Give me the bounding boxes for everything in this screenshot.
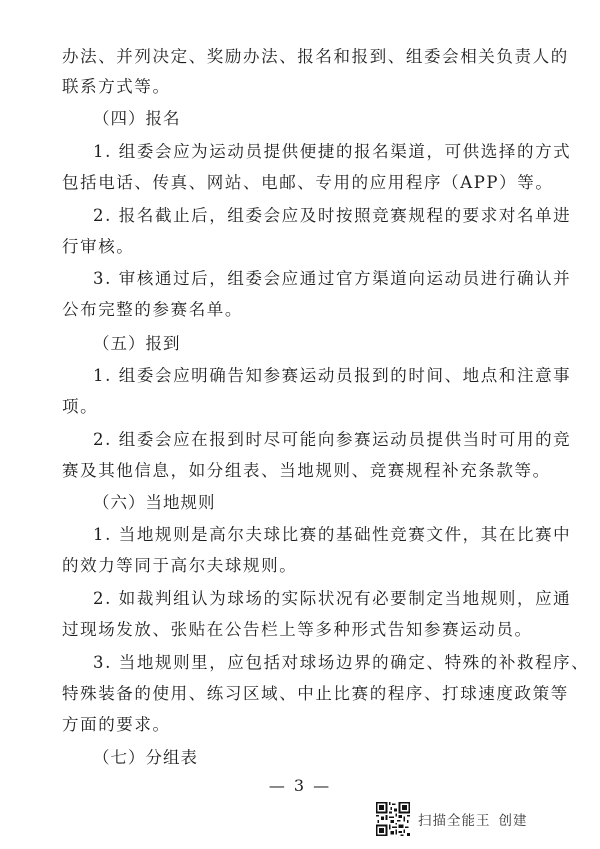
text-line: 2. 组委会应在报到时尽可能向参赛运动员提供当时可用的竞 (93, 430, 572, 449)
text-line: 2. 报名截止后，组委会应及时按照竞赛规程的要求对名单进 (93, 206, 572, 225)
text-line: 方面的要求。 (62, 715, 171, 734)
watermark-app-name: 扫描全能王 (418, 813, 491, 829)
text-line: 的效力等同于高尔夫球规则。 (62, 556, 298, 575)
text-line: 3. 审核通过后，组委会应通过官方渠道向运动员进行确认并 (93, 269, 572, 288)
qr-code-icon (376, 802, 410, 836)
text-line: 2. 如裁判组认为球场的实际状况有必要制定当地规则，应通 (93, 589, 572, 608)
watermark-action: 创建 (498, 813, 528, 829)
text-line: 1. 当地规则是高尔夫球比赛的基础性竞赛文件，其在比赛中 (93, 525, 572, 544)
text-line: 办法、并列决定、奖励办法、报名和报到、组委会相关负责人的 (62, 47, 569, 66)
text-line: 3. 当地规则里，应包括对球场边界的确定、特殊的补救程序、 (93, 653, 590, 672)
text-line: 联系方式等。 (62, 77, 171, 96)
text-line: 过现场发放、张贴在公告栏上等多种形式告知参赛运动员。 (62, 620, 533, 639)
page-number: — 3 — (268, 776, 332, 795)
text-line: 1. 组委会应明确告知参赛运动员报到的时间、地点和注意事 (93, 366, 572, 385)
text-line: 特殊装备的使用、练习区域、中止比赛的程序、打球速度政策等 (62, 684, 569, 703)
section-heading-grouping-table: （七）分组表 (93, 748, 198, 767)
section-heading-check-in: （五）报到 (93, 334, 181, 353)
text-line: 公布完整的参赛名单。 (62, 300, 243, 319)
section-heading-local-rules: （六）当地规则 (93, 493, 216, 512)
text-line: 项。 (62, 397, 99, 416)
text-line: 包括电话、传真、网站、电邮、专用的应用程序（APP）等。 (62, 173, 554, 192)
watermark-text (418, 809, 528, 829)
text-line: 赛及其他信息，如分组表、当地规则、竞赛规程补充条款等。 (62, 461, 551, 480)
section-heading-registration: （四）报名 (93, 109, 181, 128)
text-line: 行审核。 (62, 237, 135, 256)
text-line: 1. 组委会应为运动员提供便捷的报名渠道，可供选择的方式 (93, 142, 572, 161)
scanner-watermark (376, 802, 528, 836)
